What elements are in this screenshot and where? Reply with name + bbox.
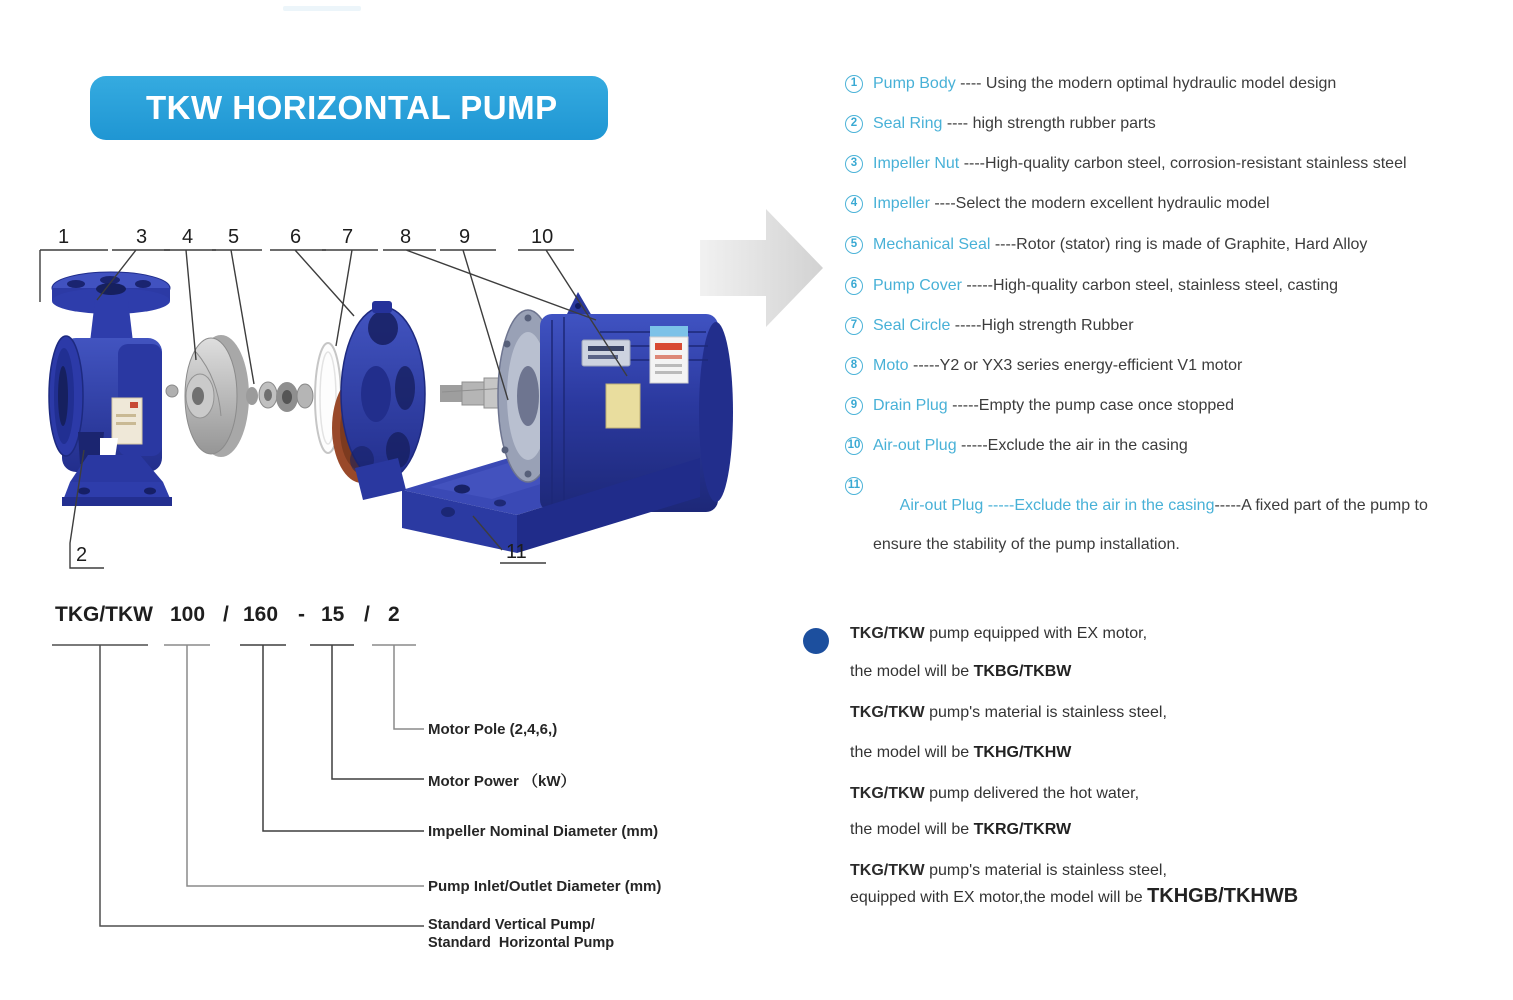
pump-body-part	[49, 272, 172, 506]
note-line: TKG/TKW pump equipped with EX motor,	[850, 625, 1148, 642]
part-description: -----Empty the pump case once stopped	[947, 397, 1235, 414]
note-line: TKG/TKW pump's material is stainless steel,	[850, 704, 1167, 721]
part-description: ----Select the modern excellent hydraulic model	[929, 195, 1270, 212]
part-description: -----Y2 or YX3 series energy-efficient V1 motor	[908, 357, 1243, 374]
impeller-part	[166, 335, 249, 457]
mechanical-seal-parts	[246, 382, 313, 412]
part-number-badge: 4	[845, 195, 863, 213]
part-description: ---- high strength rubber parts	[942, 115, 1156, 132]
part-number-badge: 2	[845, 115, 863, 133]
model-code-prefix: TKG/TKW	[55, 603, 153, 626]
part-description-line2: ensure the stability of the pump installation.	[873, 535, 1180, 553]
part-name: Impeller Nut	[873, 155, 960, 172]
part-description: -----High strength Rubber	[950, 317, 1134, 334]
parts-list-item	[845, 476, 1513, 593]
parts-list-item	[845, 436, 1513, 456]
part-name: Air-out Plug	[873, 437, 957, 454]
callout-6: 6	[290, 226, 302, 248]
callout-1: 1	[58, 226, 70, 248]
label-motor-pole: Motor Pole (2,4,6,)	[428, 721, 558, 738]
part-number-badge: 10	[845, 437, 863, 455]
label-standard-pump-line2: Standard Horizontal Pump	[428, 935, 615, 951]
parts-list-item	[845, 235, 1513, 255]
parts-list-item	[845, 114, 1513, 134]
note-line: the model will be TKRG/TKRW	[850, 821, 1072, 838]
parts-list-item	[845, 154, 1513, 174]
model-code-power: 15	[321, 603, 345, 626]
parts-list-item	[845, 276, 1513, 296]
part-name: Seal Ring	[873, 115, 943, 132]
parts-list-item	[845, 74, 1513, 94]
part-number-badge: 11	[845, 477, 863, 495]
part-name: Moto	[873, 357, 909, 374]
model-code-diameter: 160	[243, 603, 279, 626]
part-number-badge: 8	[845, 357, 863, 375]
callout-9: 9	[459, 226, 471, 248]
callout-11: 11	[506, 541, 527, 563]
label-inlet-outlet: Pump Inlet/Outlet Diameter (mm)	[428, 878, 662, 895]
part-description: ----Rotor (stator) ring is made of Graphite, Hard Alloy	[990, 236, 1368, 253]
model-code-slash2: /	[364, 603, 370, 626]
part-description: ----High-quality carbon steel, corrosion-resistant stainless steel	[959, 155, 1407, 172]
arrow-right-icon	[700, 209, 823, 327]
parts-list-item	[845, 194, 1513, 214]
model-code-pole: 2	[388, 603, 400, 626]
callout-4: 4	[182, 226, 194, 248]
callout-10: 10	[531, 226, 554, 248]
part-number-badge: 1	[845, 75, 863, 93]
label-motor-power: Motor Power （kW）	[428, 773, 576, 790]
note-line: the model will be TKHG/TKHW	[850, 744, 1072, 761]
model-code-slash1: /	[223, 603, 229, 626]
note-line: TKG/TKW pump's material is stainless steel,	[850, 862, 1167, 879]
part-name: Pump Body	[873, 75, 956, 92]
label-impeller-diameter: Impeller Nominal Diameter (mm)	[428, 823, 659, 840]
callout-2: 2	[76, 544, 88, 566]
model-code-connectors	[52, 645, 424, 926]
part-name: Drain Plug	[873, 397, 948, 414]
note-line: TKG/TKW pump delivered the hot water,	[850, 785, 1140, 802]
callout-7: 7	[342, 226, 354, 248]
part-number-badge: 5	[845, 236, 863, 254]
pump-cover-part	[332, 301, 425, 500]
note-line: the model will be TKBG/TKBW	[850, 663, 1072, 680]
part-name: Pump Cover	[873, 277, 962, 294]
note-line: equipped with EX motor,the model will be TKHGB/TKHWB	[850, 885, 1299, 907]
part-name: Air-out Plug -----Exclude the air in the casing	[899, 496, 1215, 514]
callout-5: 5	[228, 226, 240, 248]
part-description: -----High-quality carbon steel, stainless steel, casting	[961, 277, 1339, 294]
part-number-badge: 9	[845, 397, 863, 415]
part-number-badge: 3	[845, 155, 863, 173]
part-name: Seal Circle	[873, 317, 951, 334]
part-name: Mechanical Seal	[873, 236, 991, 253]
part-description: ---- Using the modern optimal hydraulic model design	[955, 75, 1337, 92]
bullet-icon	[803, 628, 829, 654]
label-standard-pump-line1: Standard Vertical Pump/	[428, 917, 595, 933]
part-description: -----Exclude the air in the casing	[956, 437, 1188, 454]
model-code-dash: -	[298, 603, 305, 626]
part-number-badge: 6	[845, 277, 863, 295]
parts-list-item	[845, 356, 1513, 376]
page-title: TKW HORIZONTAL PUMP	[146, 89, 558, 126]
parts-list-item	[845, 316, 1513, 336]
callout-8: 8	[400, 226, 412, 248]
part-description: -----A fixed part of the pump to	[1214, 496, 1428, 514]
part-number-badge: 7	[845, 317, 863, 335]
part-name: Impeller	[873, 195, 930, 212]
callout-3: 3	[136, 226, 148, 248]
model-code-inlet: 100	[170, 603, 206, 626]
parts-list-item	[845, 396, 1513, 416]
